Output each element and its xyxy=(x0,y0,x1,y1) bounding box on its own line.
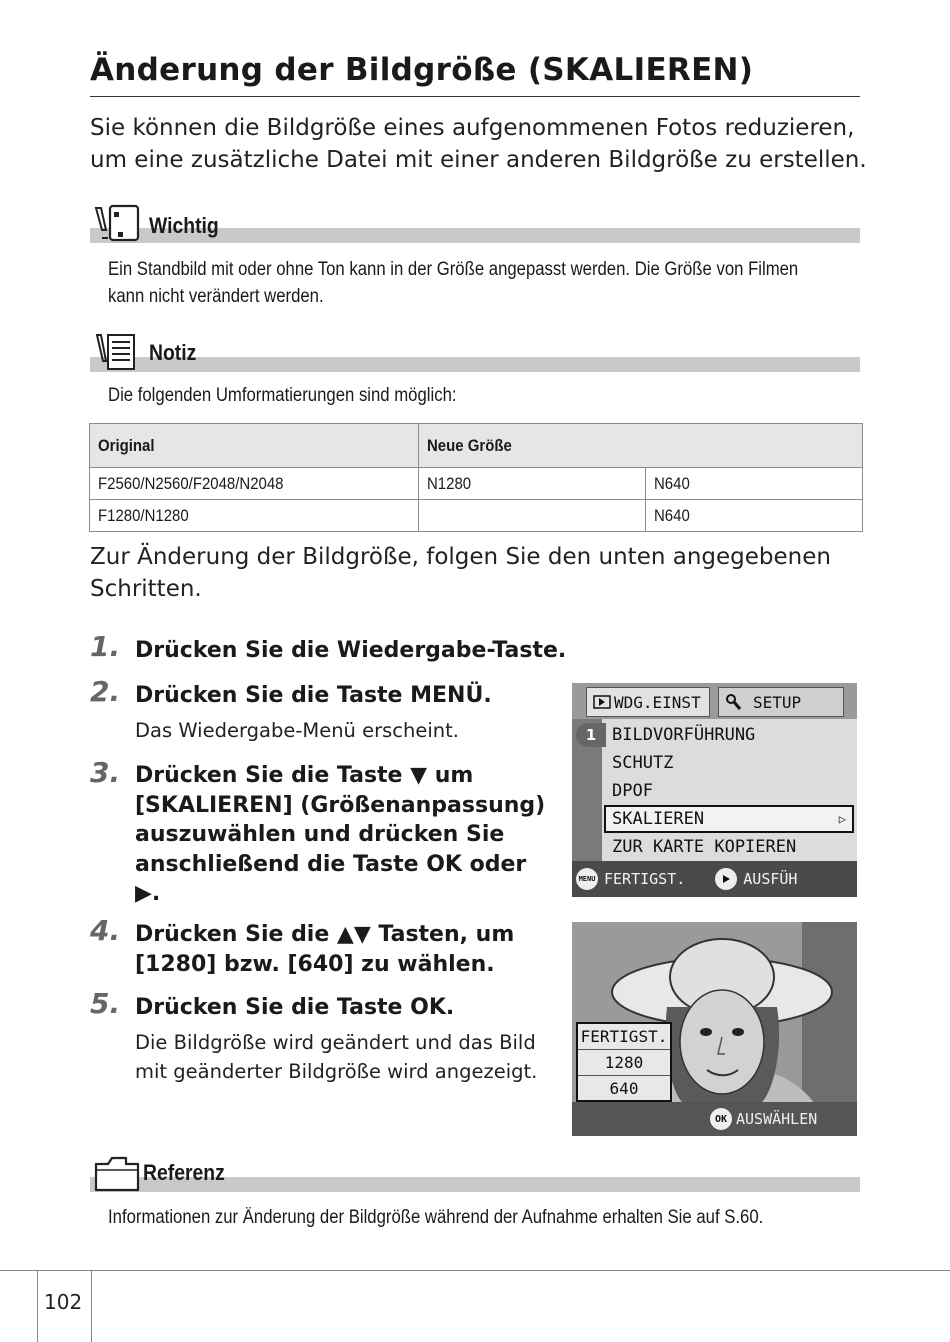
reference-text: Informationen zur Änderung der Bildgröße während der Aufnahme erhalten Sie auf S.60. xyxy=(108,1207,764,1228)
title-divider xyxy=(90,96,860,97)
step-3-line: anschließend die Taste OK oder xyxy=(135,851,527,877)
play-button-icon xyxy=(715,868,737,890)
step-3-line: [SKALIEREN] (Größenanpassung) xyxy=(135,792,546,818)
resize-table xyxy=(89,423,863,532)
step-4-line: Drücken Sie die ▲▼ Tasten, um xyxy=(135,922,515,947)
folder-reference-icon xyxy=(92,1152,142,1194)
table-cell: F1280/N1280 xyxy=(90,500,419,532)
chevron-right-icon: ▷ xyxy=(838,812,846,826)
step-5-text: Drücken Sie die Taste OK. xyxy=(135,995,455,1020)
steps-intro xyxy=(90,541,870,605)
wrench-icon xyxy=(725,693,743,711)
camera2-footer xyxy=(572,1102,857,1136)
ok-button-icon: OK xyxy=(710,1108,732,1130)
camera-menu-item: ZUR KARTE KOPIEREN xyxy=(612,837,797,857)
camera-menu-item: BILDVORFÜHRUNG xyxy=(612,725,756,745)
step-4-line: [1280] bzw. [640] zu wählen. xyxy=(135,951,495,977)
step-number: 1. xyxy=(90,630,121,663)
camera-page-badge: 1 xyxy=(576,723,606,747)
table-row xyxy=(90,500,863,532)
camera-menu-item: SCHUTZ xyxy=(612,753,674,773)
size-option: FERTIGST. xyxy=(578,1024,670,1050)
step-3-line: Drücken Sie die Taste ▼ um xyxy=(135,763,474,788)
table-cell: F2560/N2560/F2048/N2048 xyxy=(90,468,419,500)
important-text-line: kann nicht verändert werden. xyxy=(108,286,324,307)
camera-tab-playback xyxy=(586,687,710,717)
important-label: Wichtig xyxy=(149,213,219,238)
step-number: 3. xyxy=(90,756,121,789)
camera-menu-item-selected xyxy=(604,805,854,833)
memo-icon xyxy=(92,331,142,373)
step-2-text: Drücken Sie die Taste MENÜ. xyxy=(135,683,492,708)
camera-menu-item: DPOF xyxy=(612,781,653,801)
step-number: 4. xyxy=(90,914,121,947)
camera2-footer-label: AUSWÄHLEN xyxy=(736,1110,818,1128)
step-2-note: Das Wiedergabe-Menü erscheint. xyxy=(135,719,459,742)
menu-button-icon: MENU xyxy=(576,868,598,890)
camera-tab-label: SETUP xyxy=(753,692,802,712)
table-header-original: Original xyxy=(90,424,419,468)
camera-footer xyxy=(572,861,857,897)
step-4-text xyxy=(135,920,565,979)
size-options-box xyxy=(576,1022,672,1102)
step-number: 2. xyxy=(90,675,121,708)
table-header-new-size: Neue Größe xyxy=(418,424,862,468)
table-row xyxy=(90,468,863,500)
playback-icon xyxy=(593,695,611,709)
step-5-note-line: mit geänderter Bildgröße wird angezeigt. xyxy=(135,1060,538,1083)
steps-intro-line: Zur Änderung der Bildgröße, folgen Sie den unten angegebenen xyxy=(90,544,831,570)
intro-paragraph xyxy=(90,112,870,176)
step-1-text: Drücken Sie die Wiedergabe-Taste. xyxy=(135,638,567,663)
size-option: 640 xyxy=(609,1078,639,1098)
important-text-line: Ein Standbild mit oder ohne Ton kann in der Größe angepasst werden. Die Größe von Filmen xyxy=(108,259,799,280)
footer-divider xyxy=(0,1270,950,1271)
camera-tab-setup xyxy=(718,687,844,717)
steps-intro-line: Schritten. xyxy=(90,576,202,602)
note-section-bar xyxy=(90,357,860,372)
note-label: Notiz xyxy=(149,340,197,365)
camera-footer-left: FERTIGST. xyxy=(604,870,686,888)
step-5-note xyxy=(135,1028,565,1086)
table-cell: N640 xyxy=(646,468,863,500)
table-cell: N1280 xyxy=(418,468,646,500)
table-cell: N640 xyxy=(646,500,863,532)
step-5-note-line: Die Bildgröße wird geändert und das Bild xyxy=(135,1031,536,1054)
size-option: 1280 xyxy=(578,1050,670,1076)
camera-resize-screenshot xyxy=(572,922,857,1136)
footer-left-rule xyxy=(37,1270,38,1342)
important-note-icon xyxy=(92,202,142,244)
footer-right-rule xyxy=(91,1270,92,1342)
step-3-line: auszuwählen und drücken Sie xyxy=(135,822,505,847)
step-3-line: ▶. xyxy=(135,881,161,906)
reference-label: Referenz xyxy=(143,1160,225,1185)
camera-footer-right: AUSFÜH xyxy=(743,870,798,888)
step-number: 5. xyxy=(90,987,121,1020)
intro-line: Sie können die Bildgröße eines aufgenommenen Fotos reduzieren, xyxy=(90,115,855,141)
camera-menu-item-label: SKALIEREN xyxy=(612,809,705,829)
camera-menu-screenshot xyxy=(572,683,857,897)
table-header-row xyxy=(90,424,863,468)
camera-tab-label: WDG.EINST xyxy=(614,692,701,712)
step-3-text xyxy=(135,761,565,909)
important-text xyxy=(108,256,865,310)
table-cell xyxy=(418,500,646,532)
page-title: Änderung der Bildgröße (SKALIEREN) xyxy=(90,52,754,88)
intro-line: um eine zusätzliche Datei mit einer anderen Bildgröße zu erstellen. xyxy=(90,147,867,173)
note-text: Die folgenden Umformatierungen sind möglich: xyxy=(108,385,457,406)
page-number: 102 xyxy=(44,1290,83,1314)
